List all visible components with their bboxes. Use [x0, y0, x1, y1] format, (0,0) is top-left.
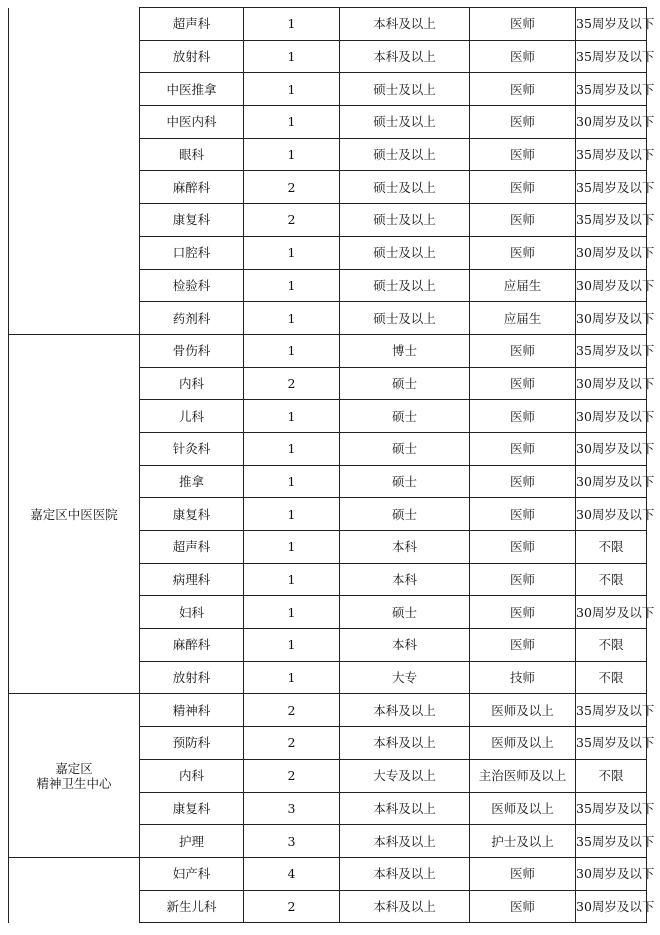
department-cell: 精神科 [140, 694, 244, 727]
title-cell: 医师 [470, 531, 576, 564]
education-cell: 硕士及以上 [340, 73, 470, 106]
education-cell: 大专 [340, 661, 470, 694]
headcount-cell: 4 [244, 857, 340, 890]
education-cell: 本科及以上 [340, 857, 470, 890]
age-cell: 不限 [576, 629, 647, 662]
department-cell: 骨伤科 [140, 334, 244, 367]
department-cell: 推拿 [140, 465, 244, 498]
headcount-cell: 1 [244, 138, 340, 171]
age-cell: 35周岁及以下 [576, 8, 647, 41]
education-cell: 硕士及以上 [340, 236, 470, 269]
education-cell: 本科及以上 [340, 792, 470, 825]
headcount-cell: 3 [244, 825, 340, 858]
education-cell: 硕士 [340, 498, 470, 531]
education-cell: 博士 [340, 334, 470, 367]
title-cell: 医师 [470, 890, 576, 923]
title-cell: 医师 [470, 498, 576, 531]
headcount-cell: 2 [244, 759, 340, 792]
headcount-cell: 1 [244, 269, 340, 302]
title-cell: 医师 [470, 563, 576, 596]
age-cell: 35周岁及以下 [576, 694, 647, 727]
education-cell: 本科 [340, 629, 470, 662]
department-cell: 麻醉科 [140, 629, 244, 662]
education-cell: 本科及以上 [340, 727, 470, 760]
education-cell: 硕士 [340, 432, 470, 465]
department-cell: 病理科 [140, 563, 244, 596]
age-cell: 不限 [576, 661, 647, 694]
headcount-cell: 1 [244, 302, 340, 335]
title-cell: 医师 [470, 138, 576, 171]
headcount-cell: 1 [244, 236, 340, 269]
department-cell: 麻醉科 [140, 171, 244, 204]
age-cell: 35周岁及以下 [576, 727, 647, 760]
age-cell: 35周岁及以下 [576, 204, 647, 237]
title-cell: 医师 [470, 236, 576, 269]
headcount-cell: 2 [244, 171, 340, 204]
title-cell: 医师 [470, 8, 576, 41]
age-cell: 30周岁及以下 [576, 857, 647, 890]
department-cell: 护理 [140, 825, 244, 858]
title-cell: 技师 [470, 661, 576, 694]
title-cell: 医师 [470, 367, 576, 400]
recruitment-table [8, 7, 655, 923]
age-cell: 30周岁及以下 [576, 236, 647, 269]
headcount-cell: 2 [244, 890, 340, 923]
title-cell: 医师 [470, 73, 576, 106]
headcount-cell: 1 [244, 334, 340, 367]
age-cell: 35周岁及以下 [576, 40, 647, 73]
age-cell: 35周岁及以下 [576, 73, 647, 106]
age-cell: 30周岁及以下 [576, 596, 647, 629]
unit-name-line: 精神卫生中心 [36, 775, 112, 791]
education-cell: 硕士及以上 [340, 269, 470, 302]
unit-cell [9, 8, 140, 335]
unit-cell [9, 857, 140, 922]
headcount-cell: 1 [244, 40, 340, 73]
title-cell: 医师 [470, 40, 576, 73]
headcount-cell: 3 [244, 792, 340, 825]
department-cell: 内科 [140, 759, 244, 792]
department-cell: 预防科 [140, 727, 244, 760]
department-cell: 妇科 [140, 596, 244, 629]
education-cell: 硕士及以上 [340, 138, 470, 171]
education-cell: 大专及以上 [340, 759, 470, 792]
age-cell: 30周岁及以下 [576, 269, 647, 302]
unit-name-line: 嘉定区 [55, 760, 93, 776]
age-cell: 不限 [576, 531, 647, 564]
headcount-cell: 1 [244, 8, 340, 41]
department-cell: 儿科 [140, 400, 244, 433]
age-cell: 30周岁及以下 [576, 106, 647, 139]
age-cell: 不限 [576, 759, 647, 792]
age-cell: 35周岁及以下 [576, 138, 647, 171]
education-cell: 硕士 [340, 465, 470, 498]
title-cell: 医师 [470, 432, 576, 465]
department-cell: 超声科 [140, 531, 244, 564]
headcount-cell: 1 [244, 73, 340, 106]
title-cell: 医师 [470, 171, 576, 204]
education-cell: 硕士 [340, 400, 470, 433]
title-cell: 医师及以上 [470, 727, 576, 760]
headcount-cell: 1 [244, 400, 340, 433]
title-cell: 医师 [470, 400, 576, 433]
education-cell: 本科及以上 [340, 825, 470, 858]
headcount-cell: 2 [244, 367, 340, 400]
age-cell: 30周岁及以下 [576, 302, 647, 335]
department-cell: 中医内科 [140, 106, 244, 139]
education-cell: 硕士及以上 [340, 106, 470, 139]
department-cell: 放射科 [140, 661, 244, 694]
department-cell: 口腔科 [140, 236, 244, 269]
department-cell: 康复科 [140, 498, 244, 531]
unit-cell [9, 334, 140, 694]
title-cell: 主治医师及以上 [470, 759, 576, 792]
education-cell: 本科及以上 [340, 694, 470, 727]
headcount-cell: 1 [244, 432, 340, 465]
title-cell: 医师 [470, 106, 576, 139]
education-cell: 硕士 [340, 367, 470, 400]
headcount-cell: 2 [244, 694, 340, 727]
department-cell: 放射科 [140, 40, 244, 73]
headcount-cell: 1 [244, 531, 340, 564]
title-cell: 医师 [470, 204, 576, 237]
education-cell: 硕士 [340, 596, 470, 629]
department-cell: 超声科 [140, 8, 244, 41]
age-cell: 30周岁及以下 [576, 432, 647, 465]
education-cell: 硕士及以上 [340, 302, 470, 335]
headcount-cell: 1 [244, 498, 340, 531]
department-cell: 药剂科 [140, 302, 244, 335]
headcount-cell: 2 [244, 204, 340, 237]
title-cell: 护士及以上 [470, 825, 576, 858]
headcount-cell: 1 [244, 465, 340, 498]
age-cell: 35周岁及以下 [576, 171, 647, 204]
education-cell: 本科及以上 [340, 8, 470, 41]
headcount-cell: 1 [244, 596, 340, 629]
department-cell: 针灸科 [140, 432, 244, 465]
table-body [9, 8, 655, 923]
department-cell: 妇产科 [140, 857, 244, 890]
age-cell: 30周岁及以下 [576, 465, 647, 498]
table-row [9, 334, 647, 367]
title-cell: 应届生 [470, 302, 576, 335]
age-cell: 30周岁及以下 [576, 498, 647, 531]
department-cell: 检验科 [140, 269, 244, 302]
headcount-cell: 2 [244, 727, 340, 760]
unit-cell [9, 694, 140, 857]
department-cell: 康复科 [140, 204, 244, 237]
age-cell: 35周岁及以下 [576, 825, 647, 858]
title-cell: 医师 [470, 334, 576, 367]
headcount-cell: 1 [244, 563, 340, 596]
education-cell: 硕士及以上 [340, 171, 470, 204]
department-cell: 中医推拿 [140, 73, 244, 106]
department-cell: 眼科 [140, 138, 244, 171]
title-cell: 医师 [470, 629, 576, 662]
department-cell: 新生儿科 [140, 890, 244, 923]
title-cell: 医师及以上 [470, 792, 576, 825]
education-cell: 本科及以上 [340, 890, 470, 923]
age-cell: 35周岁及以下 [576, 792, 647, 825]
education-cell: 本科 [340, 531, 470, 564]
department-cell: 内科 [140, 367, 244, 400]
table-row [9, 8, 647, 41]
age-cell: 30周岁及以下 [576, 400, 647, 433]
education-cell: 本科 [340, 563, 470, 596]
age-cell: 35周岁及以下 [576, 334, 647, 367]
unit-name-line: 嘉定区中医医院 [30, 506, 118, 522]
age-cell: 不限 [576, 563, 647, 596]
table-row [9, 694, 647, 727]
table-row [9, 857, 647, 890]
title-cell: 医师 [470, 857, 576, 890]
headcount-cell: 1 [244, 629, 340, 662]
title-cell: 应届生 [470, 269, 576, 302]
headcount-cell: 1 [244, 661, 340, 694]
title-cell: 医师及以上 [470, 694, 576, 727]
headcount-cell: 1 [244, 106, 340, 139]
age-cell: 30周岁及以下 [576, 890, 647, 923]
education-cell: 硕士及以上 [340, 204, 470, 237]
education-cell: 本科及以上 [340, 40, 470, 73]
department-cell: 康复科 [140, 792, 244, 825]
title-cell: 医师 [470, 465, 576, 498]
age-cell: 30周岁及以下 [576, 367, 647, 400]
title-cell: 医师 [470, 596, 576, 629]
